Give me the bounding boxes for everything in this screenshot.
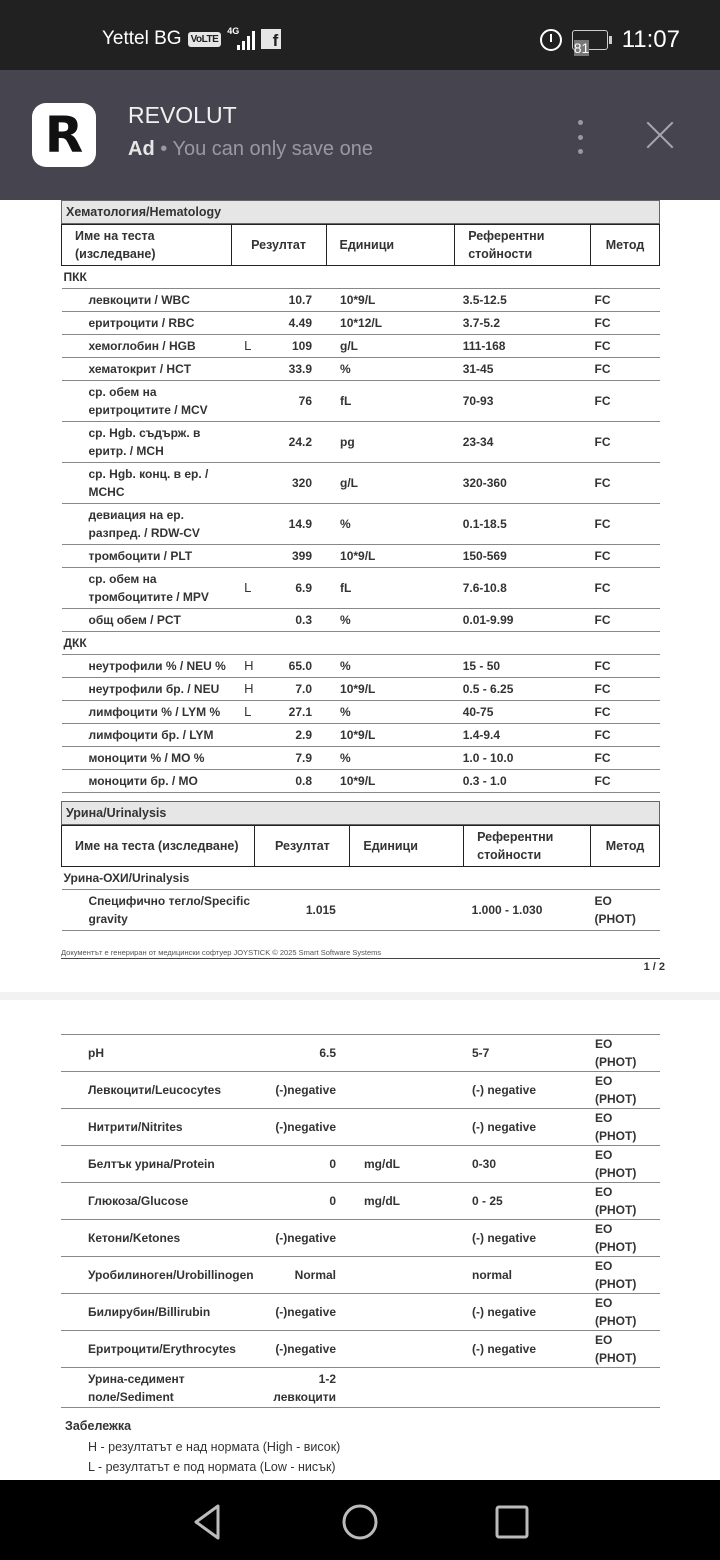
result-value: 2.9 [295, 728, 313, 742]
test-name [62, 422, 232, 463]
result-value: 6.9 [295, 581, 313, 595]
reference-cell: 0.5 - 6.25 [455, 678, 591, 701]
reference-cell: 0.3 - 1.0 [455, 770, 591, 793]
table-row [62, 678, 660, 701]
result-value: 24.2 [288, 435, 313, 449]
remark-line-low: L - резултатът е под нормата (Low - нисък) [88, 1460, 336, 1474]
carrier-name: Yettel BG [102, 28, 182, 49]
section-title: Урина/Urinalysis [61, 801, 660, 825]
test-name [62, 335, 232, 358]
header-method: Метод [590, 225, 659, 266]
facebook-icon: f [261, 29, 281, 49]
header-reference: Референтни стойности [455, 225, 591, 266]
pdf-document[interactable] [0, 200, 720, 1480]
table-row [62, 655, 660, 678]
reference-cell: (-) negative [464, 1331, 591, 1368]
group-label: ПКК [62, 266, 660, 289]
table-row [62, 890, 660, 931]
units-cell: fL [326, 568, 455, 609]
home-icon[interactable] [340, 1502, 380, 1542]
units-cell: % [326, 747, 455, 770]
method-cell: FC [590, 724, 659, 747]
ad-notification[interactable] [0, 70, 720, 200]
result-cell [231, 463, 326, 504]
test-name-text: неутрофили % / NEU % [88, 659, 226, 673]
navigation-bar [0, 1480, 720, 1560]
notification-message: You can only save one [172, 138, 373, 160]
test-name-text: хемоглобин / HGB [88, 339, 196, 353]
reference-cell: 0.1-18.5 [455, 504, 591, 545]
test-name: Билирубин/Billirubin [61, 1294, 255, 1331]
table-row [62, 463, 660, 504]
result-cell [231, 335, 326, 358]
reference-cell: 0 - 25 [464, 1183, 591, 1220]
units-cell [350, 1072, 464, 1109]
method-cell: FC [590, 289, 659, 312]
reference-cell: 1.4-9.4 [455, 724, 591, 747]
units-cell: 10*9/L [326, 289, 455, 312]
reference-cell: normal [464, 1257, 591, 1294]
units-cell: mg/dL [350, 1146, 464, 1183]
header-result: Резултат [231, 225, 326, 266]
method-cell: FC [590, 747, 659, 770]
reference-cell: 70-93 [455, 381, 591, 422]
result-value: 76 [298, 394, 313, 408]
units-cell [350, 1035, 464, 1072]
units-cell: g/L [326, 335, 455, 358]
result-value: 14.9 [288, 517, 313, 531]
test-name-text: девиация на ер. разпред. / RDW-CV [88, 508, 200, 540]
units-cell: 10*12/L [326, 312, 455, 335]
battery-icon [572, 30, 612, 56]
table-row [62, 289, 660, 312]
result-value: 27.1 [288, 705, 313, 719]
status-right [540, 26, 680, 54]
urinalysis-table-continued [61, 1035, 660, 1408]
test-name-text: тромбоцити / PLT [88, 549, 193, 563]
reference-cell: 15 - 50 [455, 655, 591, 678]
units-cell: 10*9/L [326, 724, 455, 747]
header-reference: Референтни стойности [464, 826, 591, 867]
result-value: 320 [291, 476, 313, 490]
units-cell [350, 890, 464, 931]
result-flag: H [244, 658, 254, 673]
urinalysis-continued [61, 1034, 660, 1408]
result-cell [231, 655, 326, 678]
units-cell: 10*9/L [326, 545, 455, 568]
test-name-text: хематокрит / HCT [88, 362, 192, 376]
reference-cell: 7.6-10.8 [455, 568, 591, 609]
status-left [102, 28, 281, 50]
test-name-text: моноцити % / MO % [88, 751, 205, 765]
test-name [62, 312, 232, 335]
result-cell [231, 504, 326, 545]
test-name: Кетони/Ketones [61, 1220, 255, 1257]
test-name [62, 289, 232, 312]
result-value: 7.0 [295, 682, 313, 696]
method-cell: FC [590, 422, 659, 463]
test-name [62, 463, 232, 504]
table-row [62, 335, 660, 358]
group-row [62, 867, 660, 890]
header-units: Единици [350, 826, 464, 867]
result-cell: Normal [255, 1257, 350, 1294]
result-value: 10.7 [288, 293, 313, 307]
reference-cell: 150-569 [455, 545, 591, 568]
method-cell: FC [590, 609, 659, 632]
result-cell [231, 701, 326, 724]
units-cell: fL [326, 381, 455, 422]
result-flag: L [244, 704, 252, 719]
reference-cell: 0.01-9.99 [455, 609, 591, 632]
table-row [61, 1109, 660, 1146]
method-cell: EO (PHOT) [591, 1109, 660, 1146]
test-name-text: еритроцити / RBC [88, 316, 195, 330]
table-row [62, 747, 660, 770]
generated-by-footer: Документът е генериран от медицински софтуер JOYSTICK © 2025 Smart Software Systems [61, 948, 660, 959]
method-cell: EO (PHOT) [591, 1257, 660, 1294]
header-method: Метод [590, 826, 659, 867]
reference-cell: 5-7 [464, 1035, 591, 1072]
result-cell [231, 381, 326, 422]
test-name: Урина-седимент поле/Sediment [61, 1368, 255, 1408]
units-cell [350, 1220, 464, 1257]
test-name [62, 358, 232, 381]
method-cell: FC [590, 463, 659, 504]
table-row [62, 381, 660, 422]
units-cell [350, 1257, 464, 1294]
units-cell: % [326, 655, 455, 678]
method-cell: FC [590, 655, 659, 678]
header-result: Резултат [255, 826, 350, 867]
urinalysis-section [61, 801, 660, 931]
test-name: Уробилиноген/Urobillinogen [61, 1257, 255, 1294]
table-header [62, 225, 660, 266]
result-flag: L [244, 580, 252, 595]
ad-label: Ad [128, 138, 155, 160]
test-name [62, 678, 232, 701]
test-name: Глюкоза/Glucose [61, 1183, 255, 1220]
result-cell [231, 312, 326, 335]
test-name-text: лимфоцити % / LYM % [88, 705, 221, 719]
reference-cell: 40-75 [455, 701, 591, 724]
method-cell: EO (PHOT) [591, 1183, 660, 1220]
units-cell: % [326, 609, 455, 632]
test-name [62, 609, 232, 632]
result-value: 33.9 [288, 362, 313, 376]
method-cell: EO (PHOT) [591, 1146, 660, 1183]
close-icon[interactable] [640, 115, 680, 155]
page-separator [0, 992, 720, 1000]
test-name [62, 701, 232, 724]
group-label: ДКК [62, 632, 660, 655]
method-cell: FC [590, 358, 659, 381]
reference-cell: (-) negative [464, 1109, 591, 1146]
units-cell: g/L [326, 463, 455, 504]
result-value: 7.9 [295, 751, 313, 765]
status-bar [0, 0, 720, 70]
result-cell [231, 678, 326, 701]
table-row [61, 1220, 660, 1257]
test-name: Нитрити/Nitrites [61, 1109, 255, 1146]
table-row [61, 1368, 660, 1408]
group-row [62, 632, 660, 655]
remark-title: Забележка [65, 1419, 132, 1433]
method-cell: EO (PHOT) [591, 1072, 660, 1109]
reference-cell: (-) negative [464, 1072, 591, 1109]
method-cell: EO (PHOT) [591, 1220, 660, 1257]
result-cell: (-)negative [255, 1294, 350, 1331]
units-cell: % [326, 701, 455, 724]
test-name-text: общ обем / PCT [88, 613, 181, 627]
units-cell: 10*9/L [326, 678, 455, 701]
test-name: Специфично тегло/Specific gravity [62, 890, 255, 931]
method-cell [591, 1368, 660, 1408]
signal-icon [227, 28, 255, 50]
test-name-text: моноцити бр. / MO [88, 774, 198, 788]
table-row [62, 568, 660, 609]
result-flag: L [244, 338, 252, 353]
method-cell: EO (PHOT) [591, 1331, 660, 1368]
notification-title: REVOLUT [128, 102, 237, 128]
hematology-section [61, 200, 660, 793]
test-name: Белтък урина/Protein [61, 1146, 255, 1183]
revolut-logo-icon: R [32, 103, 96, 167]
reference-cell: 31-45 [455, 358, 591, 381]
remark-section [65, 1419, 340, 1477]
section-title: Хематология/Hematology [61, 200, 660, 224]
test-name-text: ср. Hgb. конц. в ер. / MCHC [88, 467, 209, 499]
battery-level: 81 [573, 40, 590, 56]
group-label: Урина-ОХИ/Urinalysis [62, 867, 660, 890]
group-row [62, 266, 660, 289]
header-units: Единици [326, 225, 455, 266]
header-name: Име на теста (изследване) [62, 826, 255, 867]
method-cell: EO (PHOT) [591, 1035, 660, 1072]
table-row [62, 724, 660, 747]
result-cell: 1.015 [255, 890, 350, 931]
test-name: pH [61, 1035, 255, 1072]
page-number: 1 / 2 [643, 961, 665, 973]
result-cell [231, 747, 326, 770]
test-name [62, 724, 232, 747]
table-row [62, 358, 660, 381]
reference-cell [464, 1368, 591, 1408]
table-row [62, 770, 660, 793]
back-icon[interactable] [188, 1502, 228, 1542]
volte-icon: VoLTE [188, 32, 222, 47]
table-row [62, 312, 660, 335]
method-cell: FC [590, 770, 659, 793]
test-name [62, 655, 232, 678]
notification-subtitle: Ad • You can only save one [128, 138, 373, 160]
reference-cell: (-) negative [464, 1220, 591, 1257]
table-row [61, 1183, 660, 1220]
units-cell [350, 1331, 464, 1368]
table-row [61, 1331, 660, 1368]
clock: 11:07 [621, 26, 680, 53]
result-cell: 6.5 [255, 1035, 350, 1072]
result-cell [231, 724, 326, 747]
method-cell: FC [590, 335, 659, 358]
table-row [62, 701, 660, 724]
units-cell: pg [326, 422, 455, 463]
result-cell: (-)negative [255, 1109, 350, 1146]
units-cell [350, 1294, 464, 1331]
result-value: 65.0 [288, 659, 313, 673]
test-name [62, 545, 232, 568]
urinalysis-table [61, 825, 660, 931]
method-cell: FC [590, 678, 659, 701]
units-cell [350, 1109, 464, 1146]
alarm-icon [540, 29, 562, 51]
table-row [62, 545, 660, 568]
result-cell [231, 358, 326, 381]
result-value: 0.8 [295, 774, 313, 788]
method-cell: EO (PHOT) [590, 890, 659, 931]
units-cell [350, 1368, 464, 1408]
test-name-text: левкоцити / WBC [88, 293, 190, 307]
reference-cell: 111-168 [455, 335, 591, 358]
table-row [62, 504, 660, 545]
reference-cell: 0-30 [464, 1146, 591, 1183]
reference-cell: 320-360 [455, 463, 591, 504]
method-cell: FC [590, 504, 659, 545]
table-header [62, 826, 660, 867]
remark-line-high: H - резултатът е над нормата (High - висок) [88, 1440, 341, 1454]
test-name-text: ср. обем на тромбоцитите / MPV [88, 572, 209, 604]
table-row [61, 1294, 660, 1331]
network-type: 4G [227, 26, 240, 36]
table-row [61, 1035, 660, 1072]
recents-icon[interactable] [492, 1502, 532, 1542]
reference-cell: 3.7-5.2 [455, 312, 591, 335]
result-value: 399 [291, 549, 313, 563]
result-value: 109 [291, 339, 313, 353]
test-name-text: ср. Hgb. съдърж. в еритр. / MCH [88, 426, 201, 458]
result-cell: 0 [255, 1146, 350, 1183]
result-cell: (-)negative [255, 1220, 350, 1257]
test-name [62, 747, 232, 770]
test-name-text: неутрофили бр. / NEU [88, 682, 220, 696]
units-cell: mg/dL [350, 1183, 464, 1220]
method-cell: FC [590, 568, 659, 609]
result-value: 0.3 [295, 613, 313, 627]
test-name [62, 381, 232, 422]
reference-cell: 1.0 - 10.0 [455, 747, 591, 770]
result-cell: (-)negative [255, 1072, 350, 1109]
test-name [62, 568, 232, 609]
table-row [61, 1146, 660, 1183]
result-cell [231, 568, 326, 609]
units-cell: % [326, 504, 455, 545]
table-row [62, 609, 660, 632]
result-cell: 1-2 левкоцити [255, 1368, 350, 1408]
method-cell: FC [590, 381, 659, 422]
method-cell: FC [590, 312, 659, 335]
more-options-icon[interactable] [570, 120, 590, 154]
test-name [62, 770, 232, 793]
reference-cell: 23-34 [455, 422, 591, 463]
table-row [61, 1072, 660, 1109]
test-name-text: лимфоцити бр. / LYM [88, 728, 214, 742]
test-name-text: ср. обем на еритроцитите / MCV [88, 385, 208, 417]
table-row [61, 1257, 660, 1294]
units-cell: 10*9/L [326, 770, 455, 793]
reference-cell: (-) negative [464, 1294, 591, 1331]
units-cell: % [326, 358, 455, 381]
result-flag: H [244, 681, 254, 696]
result-cell [231, 609, 326, 632]
result-cell [231, 422, 326, 463]
test-name: Левкоцити/Leucocytes [61, 1072, 255, 1109]
result-cell: 0 [255, 1183, 350, 1220]
table-row [62, 422, 660, 463]
header-name: Име на теста (изследване) [62, 225, 232, 266]
reference-cell: 3.5-12.5 [455, 289, 591, 312]
method-cell: EO (PHOT) [591, 1294, 660, 1331]
test-name [62, 504, 232, 545]
test-name: Еритроцити/Erythrocytes [61, 1331, 255, 1368]
method-cell: FC [590, 701, 659, 724]
result-cell [231, 289, 326, 312]
hematology-table [61, 224, 660, 793]
reference-cell: 1.000 - 1.030 [464, 890, 591, 931]
result-cell [231, 770, 326, 793]
result-cell: (-)negative [255, 1331, 350, 1368]
result-cell [231, 545, 326, 568]
result-value: 4.49 [288, 316, 313, 330]
method-cell: FC [590, 545, 659, 568]
